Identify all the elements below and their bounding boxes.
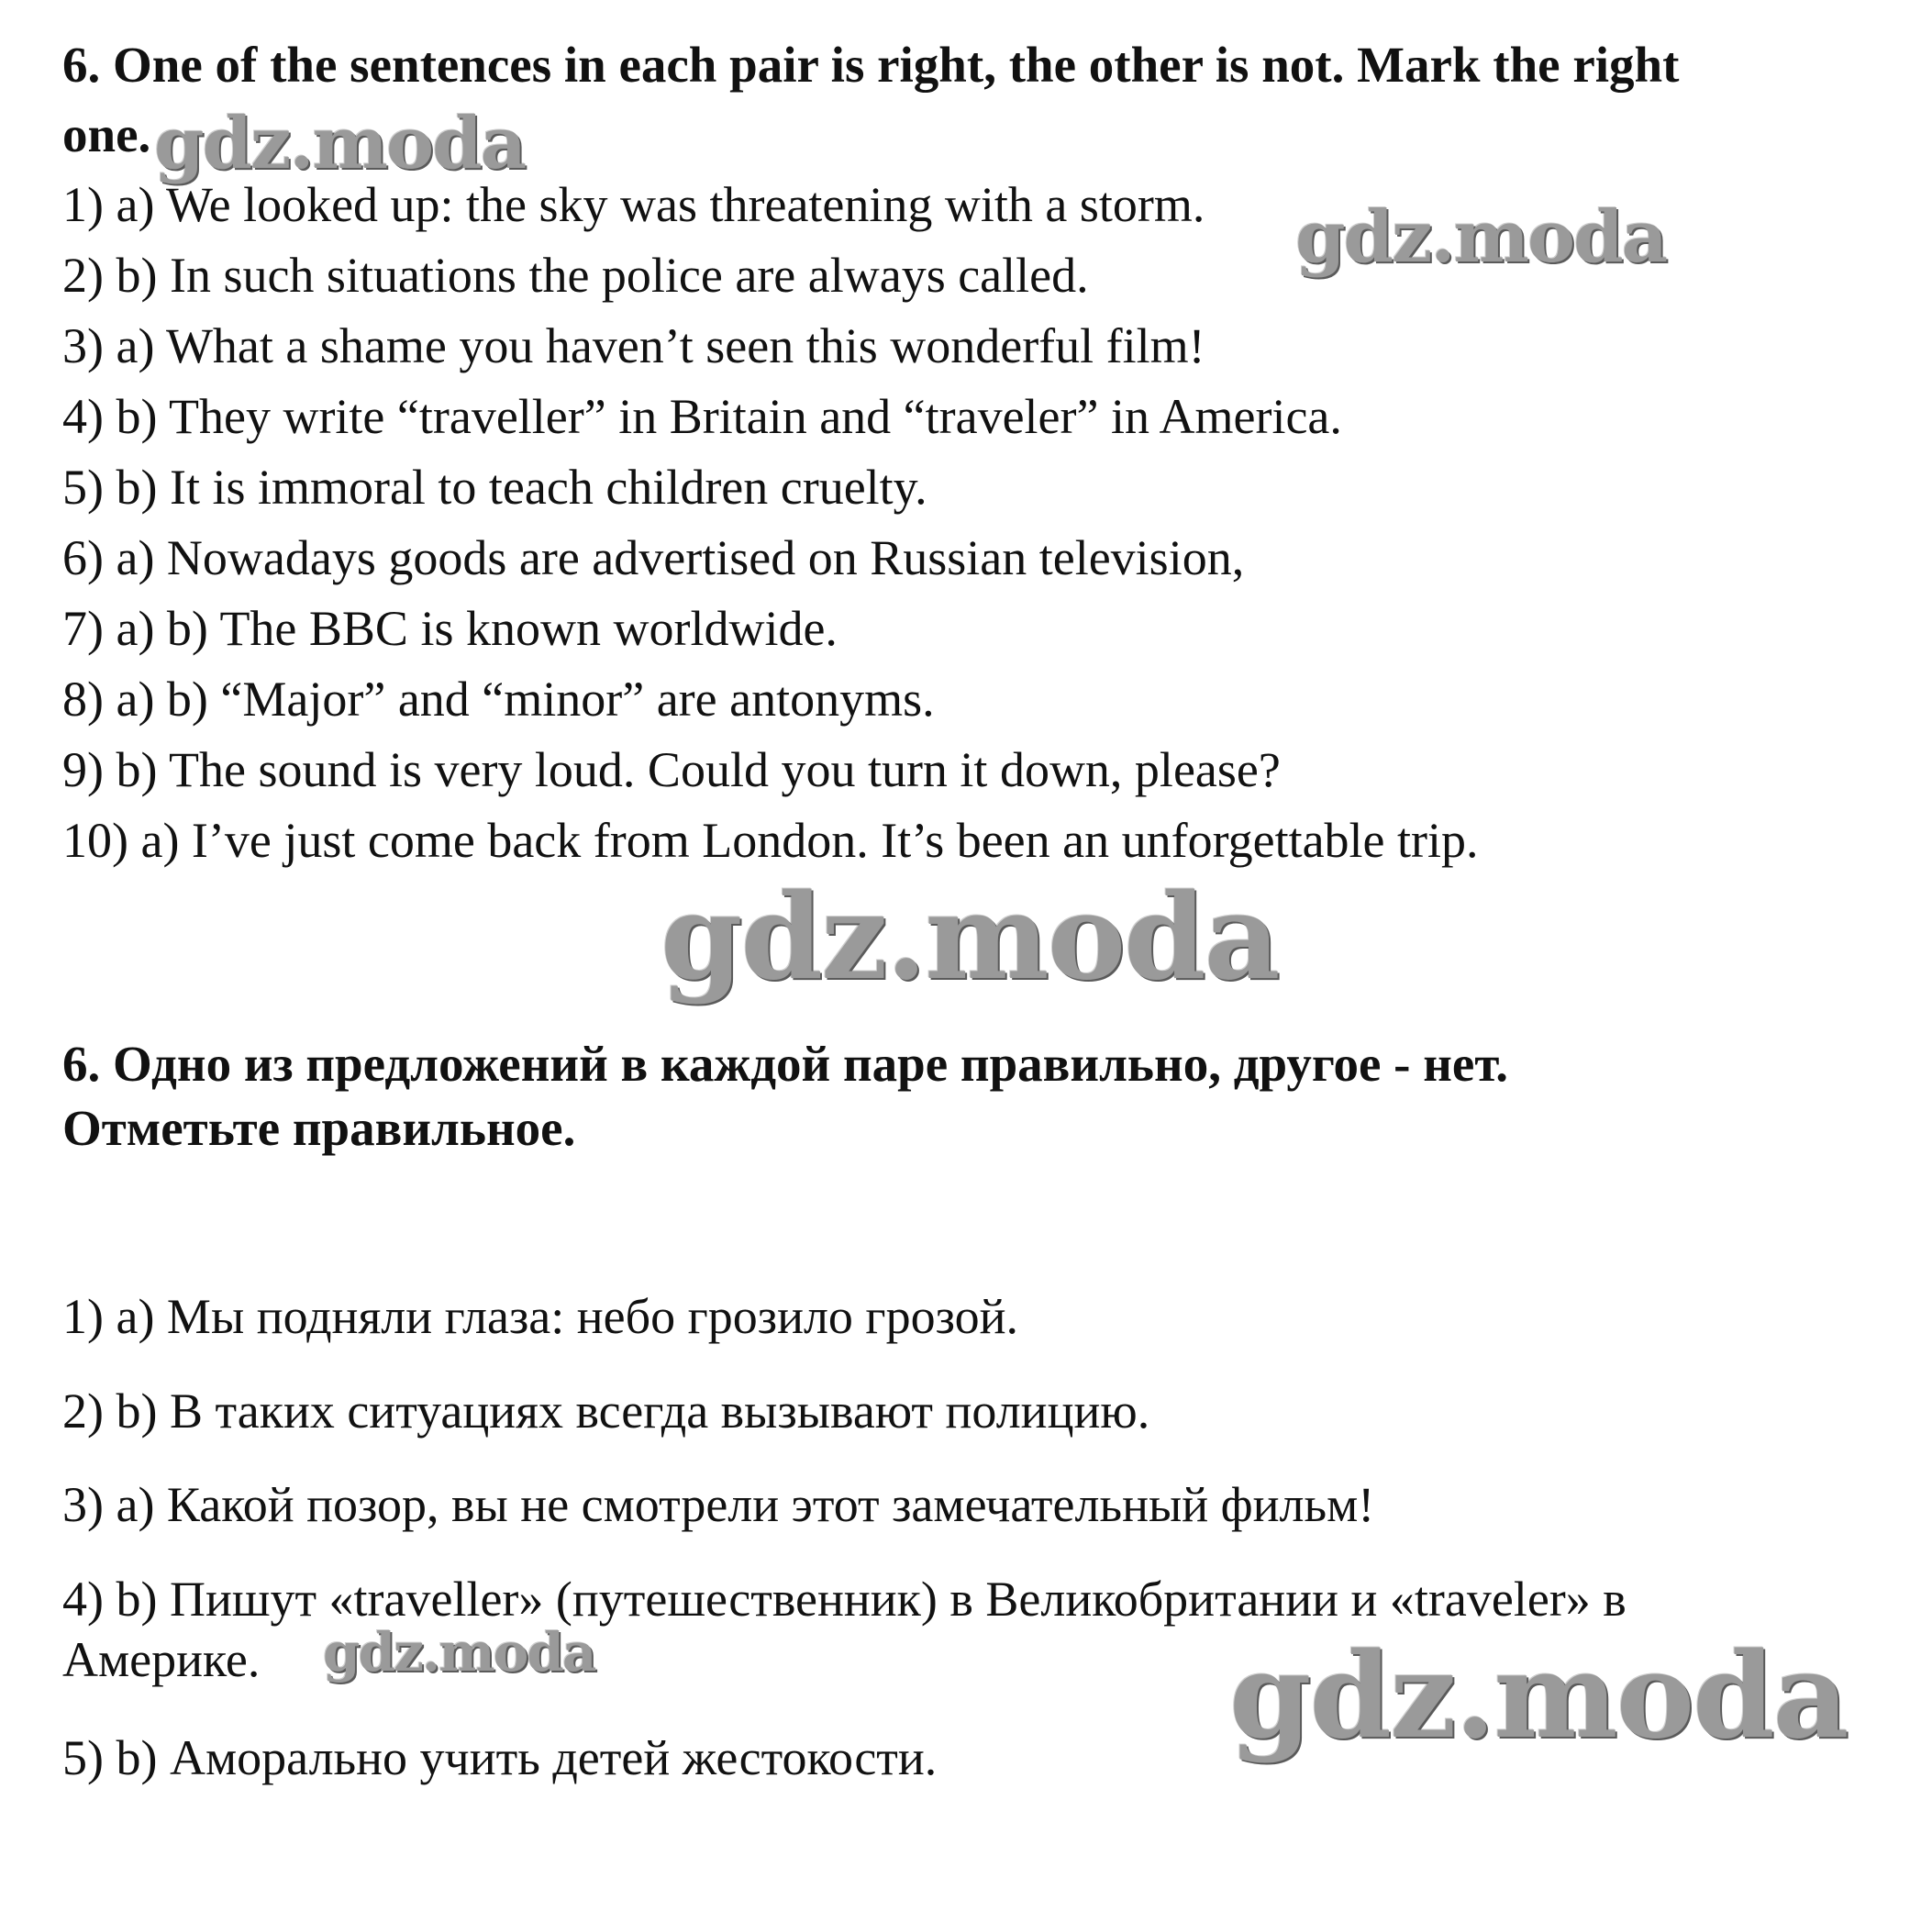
- russian-answer-2: 2) b) В таких ситуациях всегда вызывают полицию.: [62, 1383, 1150, 1439]
- watermark-4: gdz.moda: [323, 1621, 595, 1683]
- english-answer-2: 2) b) In such situations the police are always called.: [62, 248, 1089, 303]
- english-answer-7: 7) a) b) The BBC is known worldwide.: [62, 601, 838, 656]
- russian-answer-5: 5) b) Аморально учить детей жестокости.: [62, 1730, 938, 1785]
- watermark-3: gdz.moda: [661, 869, 1279, 1006]
- english-answer-6: 6) a) Nowadays goods are advertised on Russian television,: [62, 530, 1245, 585]
- watermark-5: gdz.moda: [1229, 1628, 1848, 1765]
- english-answer-4: 4) b) They write “traveller” in Britain and “traveler” in America.: [62, 389, 1342, 444]
- english-answer-8: 8) a) b) “Major” and “minor” are antonyms.: [62, 672, 935, 727]
- russian-heading-line-1: 6. Одно из предложений в каждой паре правильно, другое - нет.: [62, 1036, 1508, 1092]
- russian-answer-1: 1) a) Мы подняли глаза: небо грозило грозой.: [62, 1289, 1018, 1344]
- english-answer-3: 3) a) What a shame you haven’t seen this wonderful film!: [62, 318, 1205, 373]
- english-heading-line-1: 6. One of the sentences in each pair is right, the other is not. Mark the right: [62, 37, 1680, 93]
- watermark-1: gdz.moda: [154, 102, 526, 185]
- english-answer-9: 9) b) The sound is very loud. Could you turn it down, please?: [62, 742, 1281, 797]
- watermark-2: gdz.moda: [1295, 195, 1667, 279]
- english-answer-10: 10) a) I’ve just come back from London. It’s been an unforgettable trip.: [62, 813, 1479, 868]
- english-answer-1: 1) a) We looked up: the sky was threatening with a storm.: [62, 177, 1205, 232]
- russian-answer-3: 3) a) Какой позор, вы не смотрели этот замечательный фильм!: [62, 1477, 1375, 1532]
- russian-answer-4: 4) b) Пишут «traveller» (путешественник) в Великобритании и «traveler» в Америке.: [62, 1572, 1627, 1687]
- english-heading-line-2: one.: [62, 106, 151, 162]
- russian-heading-line-2: Отметьте правильное.: [62, 1100, 576, 1156]
- english-answer-5: 5) b) It is immoral to teach children cruelty.: [62, 460, 927, 515]
